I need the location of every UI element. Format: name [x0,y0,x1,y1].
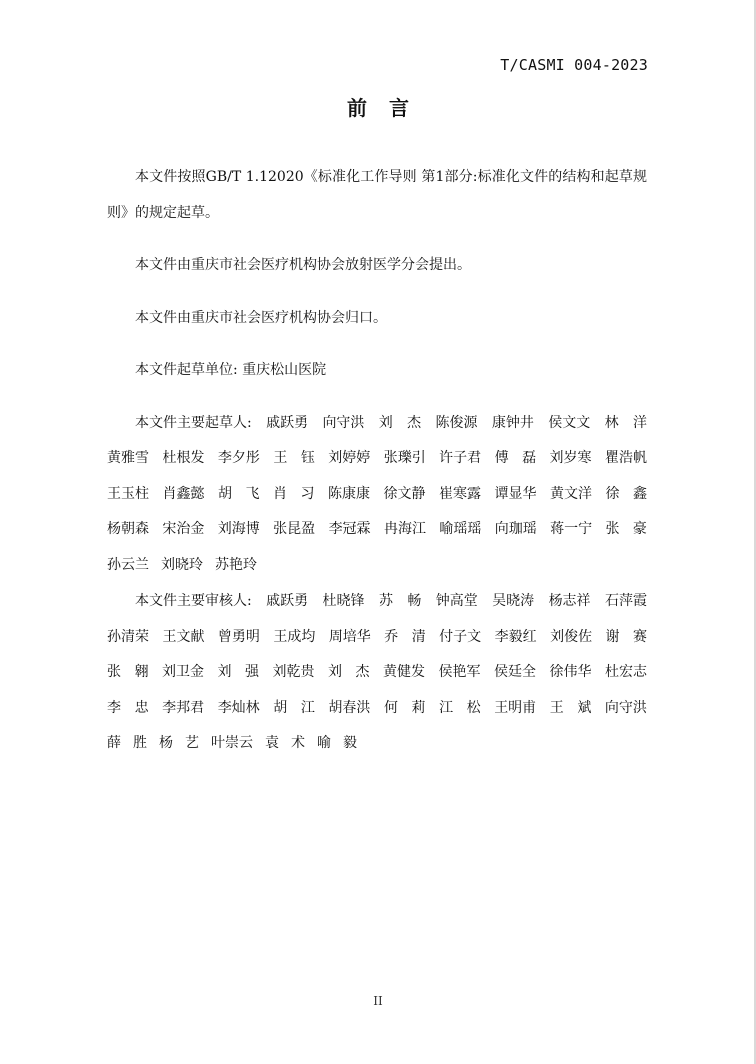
person-name-token: 李 [107,699,121,716]
person-name-token: 杰 [355,664,370,680]
person-name-token: 傅 [494,450,509,466]
person-name-token: 苏艳玲 [215,556,257,573]
page-number: II [373,994,383,1008]
person-name-token: 刘 [378,414,393,431]
person-name-token: 曾勇明 [217,628,260,645]
person-name-token: 侯廷全 [494,664,536,680]
person-name-token: 肖 [273,485,287,502]
person-name-token: 王玉柱 [107,485,149,502]
person-name-token: 周培华 [328,628,371,645]
person-name-token: 胡 [273,699,288,716]
person-name-token: 李夕彤 [217,450,260,466]
reviewers-line [107,584,647,620]
person-name-token: 蒋一宁 [550,521,593,537]
person-name-token: 黄雅雪 [107,450,149,466]
person-name-token: 王明甫 [494,699,537,716]
person-name-token: 李邦君 [162,699,205,716]
person-name-token: 戚跃勇 [266,414,309,431]
person-name-token: 张昆盈 [273,521,316,537]
person-name-token: 苏 [378,593,393,609]
names-lead-label: 本文件主要审核人: [135,593,252,609]
person-name-token: 张瓅引 [383,450,426,466]
reviewers-line [107,691,647,727]
person-name-token: 袁 [265,735,279,751]
drafters-line [107,548,647,584]
proposer-paragraph: 本文件由重庆市社会医疗机构协会放射医学分会提出。 [135,257,471,273]
person-name-token: 翱 [134,664,149,680]
person-name-token: 薛 [107,735,121,751]
person-name-token: 王 [549,699,564,716]
person-name-token: 杜宏志 [605,664,647,680]
person-name-token: 刘俊佐 [550,628,593,645]
drafters-line [107,512,647,548]
person-name-token: 强 [245,664,259,680]
person-name-token: 乔 [384,628,399,645]
person-name-token: 张 [107,664,121,680]
person-name-token: 刘乾贵 [272,664,315,680]
person-name-token: 谢 [605,628,620,645]
names-lead-label: 本文件主要起草人: [135,414,252,431]
reviewers-line [107,655,647,691]
person-name-token: 杨 [159,735,173,751]
person-name-token: 刘海博 [217,521,260,537]
person-name-token: 鑫 [633,485,647,502]
standard-number: T/CASMI 004-2023 [500,56,648,74]
person-name-token: 杰 [407,414,422,431]
person-name-token: 许子君 [439,450,482,466]
reviewers-line [107,726,647,762]
person-name-token: 洋 [632,414,647,431]
person-name-token: 刘岁寒 [549,450,592,466]
person-name-token: 胜 [133,735,147,751]
person-name-token: 何 [383,699,398,716]
person-name-token: 胡 [218,485,232,502]
person-name-token: 刘晓玲 [161,556,203,573]
person-name-token: 张 [605,521,620,537]
person-name-token: 胡春洪 [328,699,371,716]
person-name-token: 豪 [632,521,647,537]
person-name-token: 莉 [411,699,426,716]
person-name-token: 刘婷婷 [328,450,371,466]
person-name-token: 习 [300,485,315,502]
person-name-token: 李灿林 [217,699,260,716]
person-name-token: 杨志祥 [548,593,591,609]
person-name-token: 吴晓涛 [492,593,535,609]
person-name-token: 李毅红 [494,628,537,645]
person-name-token: 钟高堂 [435,593,478,609]
person-name-token: 康钟井 [491,414,534,431]
drafters-line [107,441,647,477]
person-name-token: 王文献 [162,628,205,645]
person-name-token: 刘 [328,664,342,680]
person-name-token: 杜根发 [162,450,205,466]
administrator-paragraph: 本文件由重庆市社会医疗机构协会归口。 [135,309,387,326]
page-title: 前言 [347,96,431,120]
person-name-token: 林 [604,414,619,431]
person-name-token: 喻瑶瑶 [439,521,482,537]
person-name-token: 侯文文 [548,414,591,431]
person-name-token: 崔寒露 [439,485,481,502]
person-name-token: 黄文洋 [550,485,592,502]
person-name-token: 瞿浩帆 [604,450,647,466]
foreword-body [107,160,647,763]
person-name-token: 叶崇云 [211,735,253,751]
person-name-token: 徐伟华 [549,664,592,680]
person-name-token: 谭显华 [494,485,537,502]
drafting-rules-paragraph: 本文件按照GB/T 1.12020《标准化工作导则 第1部分:标准化文件的结构和起草规则》的规定起草。 [107,169,647,221]
person-name-token: 清 [411,628,426,645]
person-name-token: 王成均 [273,628,316,645]
person-name-token: 松 [466,699,481,716]
person-name-token: 忠 [134,699,149,716]
person-name-token: 斌 [577,699,592,716]
person-name-token: 飞 [245,485,260,502]
person-name-token: 杨朝森 [107,521,149,537]
person-name-token: 石萍霞 [604,593,647,609]
person-name-token: 肖鑫懿 [162,485,205,502]
person-name-token: 江 [439,699,454,716]
person-name-token: 向珈瑶 [494,521,537,537]
person-name-token: 钰 [300,450,315,466]
person-name-token: 刘卫金 [162,664,204,680]
person-name-token: 杜晓锋 [322,593,365,609]
person-name-token: 付子文 [439,628,482,645]
person-name-token: 磊 [522,450,537,466]
person-name-token: 孙清荣 [107,628,149,645]
person-name-token: 徐文静 [383,485,426,502]
person-name-token: 冉海江 [383,521,426,537]
reviewers-list [107,584,647,762]
person-name-token: 徐 [605,485,620,502]
person-name-token: 王 [273,450,288,466]
person-name-token: 李冠霖 [328,521,371,537]
person-name-token: 向守洪 [604,699,647,716]
drafters-list [107,406,647,584]
drafting-unit-paragraph: 本文件起草单位: 重庆松山医院 [135,362,327,378]
reviewers-line [107,620,647,656]
person-name-token: 陈康康 [328,485,370,502]
person-name-token: 江 [300,699,315,716]
person-name-token: 喻 [317,735,331,751]
person-name-token: 术 [291,735,305,751]
drafters-line [107,406,647,442]
person-name-token: 刘 [217,664,232,680]
person-name-token: 孙云兰 [107,556,149,573]
person-name-token: 毅 [343,735,357,751]
person-name-token: 侯艳军 [438,664,481,680]
person-name-token: 艺 [185,735,199,751]
person-name-token: 戚跃勇 [266,593,309,609]
person-name-token: 黄健发 [383,664,425,680]
person-name-token: 陈俊源 [435,414,478,431]
person-name-token: 宋治金 [162,521,205,537]
person-name-token: 向守洪 [322,414,365,431]
person-name-token: 畅 [407,593,422,609]
drafters-line [107,477,647,513]
person-name-token: 赛 [632,628,647,645]
